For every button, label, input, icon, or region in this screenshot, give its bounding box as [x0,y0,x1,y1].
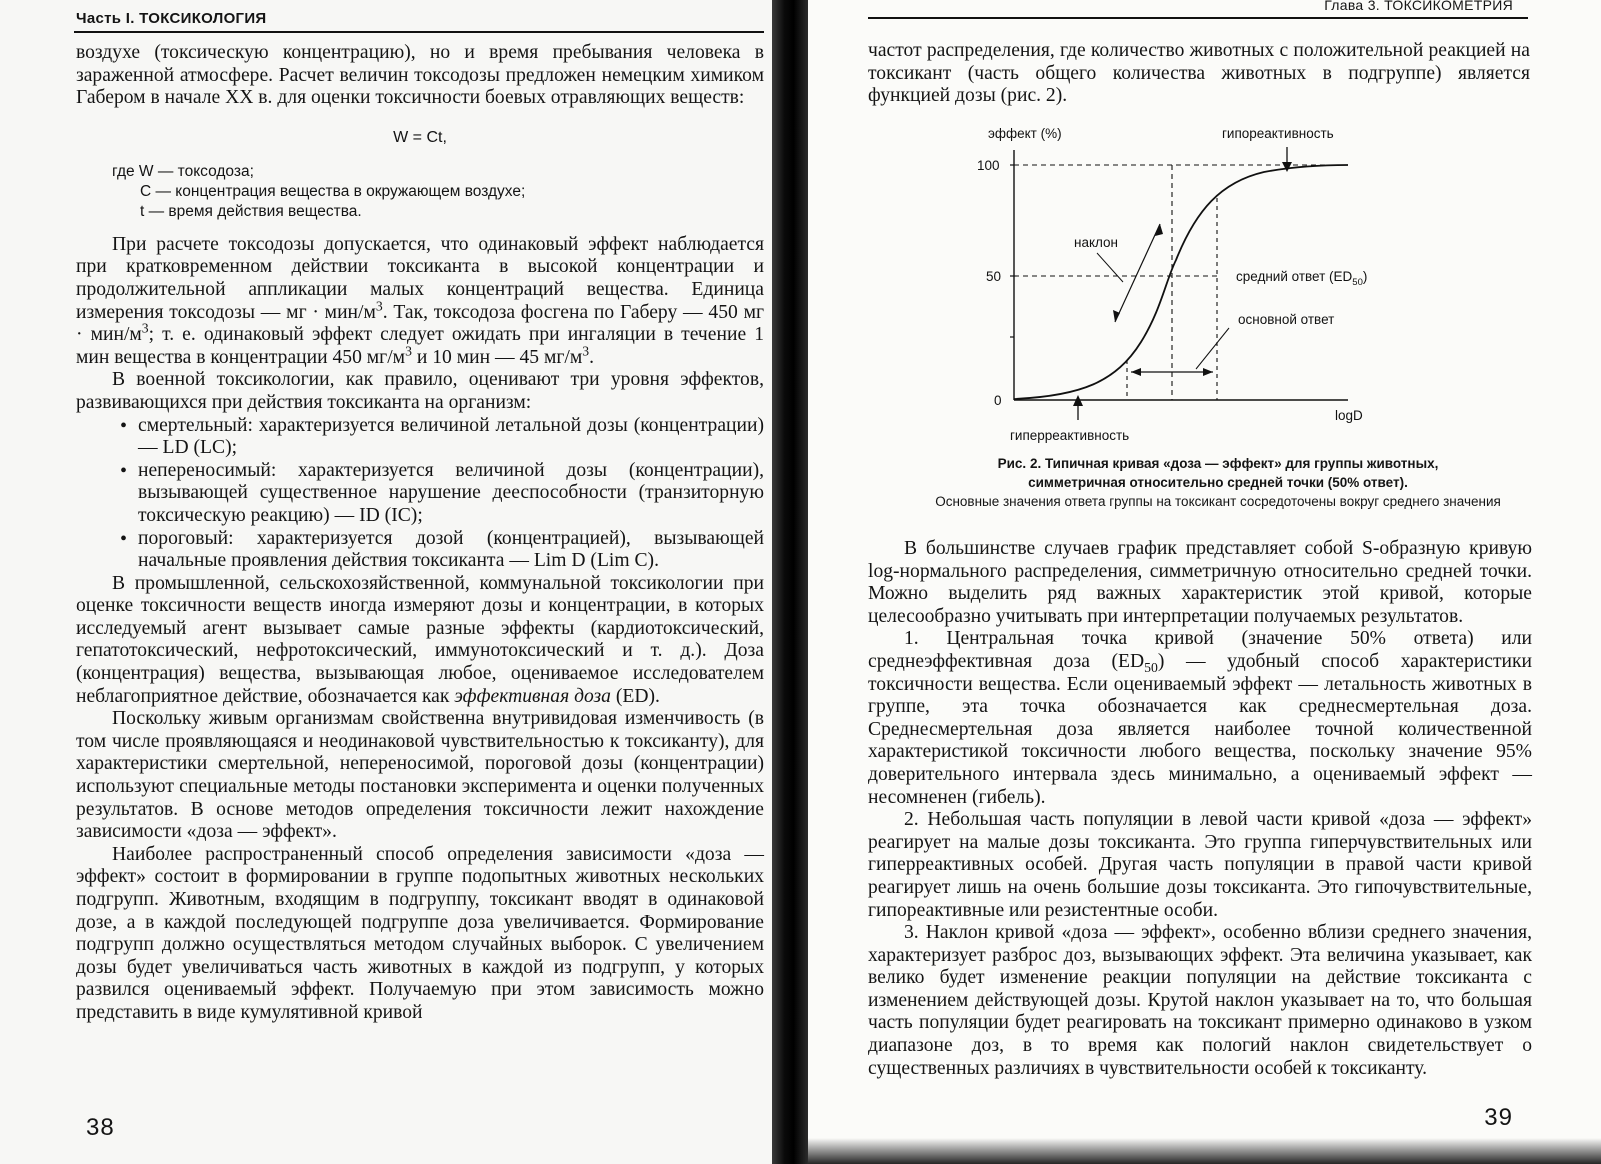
paragraph-variability: Поскольку живым организмам свойственна внутривидовая изменчивость (в том числе проявляющаяся и неодинаковой чувствительностью к токсиканту), для характеристики смертельной, непереносимой, пороговой дозы (концентрации) используют специальные методы постановки эксперимента и оценки полученных результатов. В основе методов определения токсичности лежит нахождение зависимости «доза — эффект». [76,708,764,843]
paragraph-military: В военной токсикологии, как правило, оценивают три уровня эффектов, развивающихся при действия токсиканта на организм: [76,369,764,413]
paragraph-s-curve: В большинстве случаев график представляет собой S-образную кривую log-нормального распределения, симметричную относительно средней точки. Можно выделить ряд важных характеристик этой кривой, которые целесообразно учитывать при интерпретации получаемых результатов. [868,538,1532,627]
label-main-response: основной ответ [1238,312,1335,327]
label-median-response: средний ответ $(ED_{50})$ [1236,269,1368,288]
page-bottom-shadow [808,1138,1601,1164]
y-tick-50: 50 [986,269,1002,284]
list-item-intolerable: • непереносимый: характеризуется величиной дозы (концентрации), вызывающей существенное нарушение дееспособности (транзиторную токсическую реакцию) — ID (IC); [138,460,764,528]
list-item-lethal: • смертельный: характеризуется величиной летальной дозы (концентрации) — LD (LC); [138,415,764,460]
left-body-text [76,42,764,1025]
y-tick-100: 100 [977,158,1000,173]
slope-arrow [1115,224,1160,322]
right-page [808,0,1601,1164]
header-rule-right [868,17,1528,19]
paragraph-intro-left: воздухе (токсическую концентрацию), но и время пребывания человека в зараженной атмосфере. Расчет величин токсодозы предложен немецким химиком Габером в начале XX в. для оценки токсичности боевых отравляющих веществ: [76,42,764,109]
x-axis-label: logD [1335,408,1363,423]
running-head-left: Часть I. ТОКСИКОЛОГИЯ [76,10,267,27]
y-tick-0: 0 [994,393,1002,408]
header-rule-left [74,31,764,33]
paragraph-common-method: Наиболее распространенный способ определения зависимости «доза — эффект» состоит в формировании в группе подопытных животных нескольких подгрупп. Животным, входящим в подгруппу, токсикант вводят в одинаковой дозе, а в каждой последующей подгруппе доза увеличивается. Формирование подгрупп должно осуществляться методом случайных выборок. С увеличением дозы будет увеличиваться часть животных в каждой из подгрупп, у которых развился оцениваемый эффект. Получаемую при этом зависимость можно представить в виде кумулятивной кривой [76,843,764,1023]
label-hyporeactivity: гипореактивность [1222,126,1334,141]
label-hyperreactivity: гиперреактивность [1010,428,1130,443]
paragraph-population-tails: 2. Небольшая часть популяции в левой части кривой «доза — эффект» реагирует на малые дозы токсиканта. Это группа гиперчувствительных или гиперреактивных особей. Другая часть популяции в правой части кривой реагирует лишь на очень большие дозы токсиканта. Это гипочувствительные, гипореактивные или резистентные особи. [868,809,1532,921]
running-head-right: Глава 3. ТОКСИКОМЕТРИЯ [1324,0,1513,13]
dose-effect-chart [977,120,1396,450]
right-body-text [868,538,1532,1080]
page-number-left: 38 [86,1114,115,1141]
formula-legend-w: где W — токсодоза; [112,162,254,180]
figure-caption [868,454,1568,511]
paragraph-intro-right: частот распределения, где количество животных с положительной реакцией на токсикант (часть общего количества животных в подгруппе) является функцией дозы (рис. 2). [868,40,1530,107]
formula-legend-c: C — концентрация вещества в окружающем воздухе; [140,182,526,200]
paragraph-toxodose: При расчете токсодозы допускается, что одинаковый эффект наблюдается при кратковременном действии токсиканта в высокой концентрации и продолжительной аппликации малых концентраций вещества. Единица измерения токсодозы — мг · мин/$м^3$. Так, токсодоза фосгена по Габеру — 450 мг · мин/$м^3$; т. е. одинаковый эффект следует ожидать при ингаляции в течение 1 мин вещества в концентрации 450 $мг/м^3$ и 10 мин — 45 $мг/м^3$. [76,233,765,368]
paragraph-central-point: 1. Центральная точка кривой (значение 50% ответа) или среднеэффективная доза $(ED_{50})$ — удобный способ характеристики токсичности вещества. Если оцениваемый эффект — летальность животных в группе, эта точка обозначается как среднесмертельная доза. Среднесмертельная доза является наиболее точной количественной характеристикой токсичности любого вещества, поскольку значение 95% доверительного интервала здесь минимально, а оцениваемый эффект — несомненен (гибель). [868,628,1532,808]
list-item-threshold: • пороговый: характеризуется дозой (концентрацией), вызывающей начальные проявления действия токсиканта — Lim D (Lim C). [138,528,764,573]
paragraph-industrial: В промышленной, сельскохозяйственной, коммунальной токсикологии при оценке токсичности веществ иногда измеряют дозы и концентрации, в которых исследуемый агент вызывает самые разные эффекты (кардиотоксический, гепатотоксический, нефротоксический, иммунотоксический и т. д.). Доза (концентрация) вещества, вызывающая любое, оцениваемое исследователем неблагоприятное действие, обозначается как эффективная доза (ED). [76,572,764,707]
formula-legend-t: t — время действия вещества. [140,202,362,220]
caption-line-3: Основные значения ответа группы на токсикант сосредоточены вокруг среднего значения [935,494,1501,509]
dose-effect-figure [977,120,1396,455]
right-intro-text [868,40,1530,108]
caption-line-2: симметричная относительно средней точки (50% ответ). [1028,475,1408,490]
paragraph-slope: 3. Наклон кривой «доза — эффект», особенно вблизи среднего значения, характеризует разброс доз, вызывающих эффект. Эта величина указывает, как велико будет изменение реакции популяции на действие токсиканта с изменением действующей дозы. Крутой наклон указывает на то, что большая часть популяции будет реагировать на токсикант примерно одинаково в узком диапазоне доз, в то время как пологий наклон свидетельствует о существенных различиях в чувствительности особей к токсиканту. [868,922,1532,1079]
label-slope: наклон [1074,235,1119,250]
left-page [0,0,772,1164]
caption-line-1: Рис. 2. Типичная кривая «доза — эффект» для группы животных, [997,456,1439,471]
formula-block [76,128,764,222]
book-spine [772,0,808,1164]
page-number-right: 39 [1484,1104,1513,1131]
effect-levels-list [76,415,764,573]
toxodose-formula: W = Ct, [393,128,447,146]
y-axis-label: эффект (%) [988,126,1062,141]
